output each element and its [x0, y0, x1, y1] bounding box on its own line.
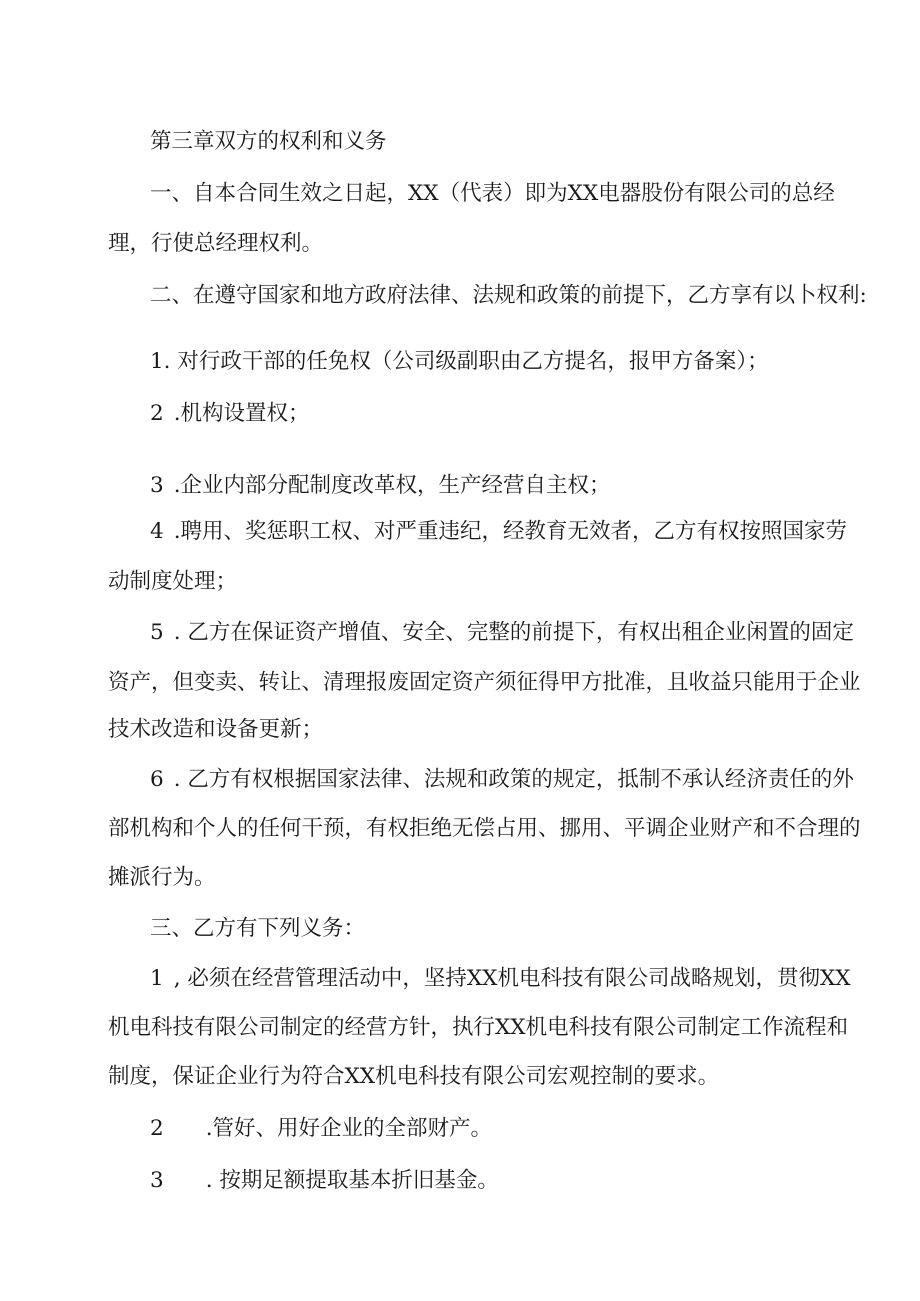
right-item-5-line-2: 资产，但变卖、转让、清理报废固定资产须征得甲方批准，且收益只能用于企业 [108, 670, 861, 695]
right-item-5-number: 5 [150, 620, 164, 645]
right-item-5-text: . 乙方在保证资产增值、安全、完整的前提下，有权出租企业闲置的固定 [173, 620, 854, 645]
right-item-2 [150, 400, 310, 428]
right-item-6-line-3: 摊派行为。 [108, 865, 216, 890]
right-item-4-text: .聘用、奖惩职工权、对严重违纪，经教育无效者，乙方有权按照国家劳 [173, 519, 848, 544]
duty-item-2 [150, 1115, 492, 1143]
duty-item-2-text: .管好、用好企业的全部财产。 [205, 1116, 493, 1141]
right-item-4 [150, 518, 848, 546]
right-item-4-number: 4 [150, 519, 164, 544]
right-item-5-line-3: 技术改造和设备更新； [108, 717, 324, 742]
clause-1-line-1: 一、自本合同生效之日起，XX（代表）即为XX电器股份有限公司的总经 [150, 181, 835, 206]
clause-1-line-2: 理，行使总经理权利。 [108, 231, 324, 256]
right-item-6-number: 6 [150, 767, 164, 792]
right-item-6-line-2: 部机构和个人的任何干预，有权拒绝无偿占用、挪用、平调企业财产和不合理的 [108, 816, 861, 841]
duty-item-3-number: 3 [150, 1168, 164, 1193]
duty-item-2-number: 2 [150, 1116, 164, 1141]
duty-item-1-line-3: 制度，保证企业行为符合XX机电科技有限公司宏观控制的要求。 [108, 1064, 720, 1089]
right-item-2-number: 2 [150, 401, 164, 426]
duty-item-1-line-2: 机电科技有限公司制定的经营方针，执行XX机电科技有限公司制定工作流程和 [108, 1015, 849, 1040]
right-item-3-number: 3 [150, 473, 164, 498]
duty-item-1-number: 1 [150, 966, 164, 991]
duty-item-3-text: . 按期足额提取基本折旧基金。 [205, 1168, 499, 1193]
right-item-4-line-2: 动制度处理； [108, 569, 238, 594]
right-item-3-text: .企业内部分配制度改革权，生产经营自主权； [173, 473, 611, 498]
duty-item-3 [150, 1167, 499, 1195]
right-item-6-text: . 乙方有权根据国家法律、法规和政策的规定，抵制不承认经济责任的外 [173, 767, 854, 792]
clause-2-intro: 二、在遵守国家和地方政府法律、法规和政策的前提下，乙方享有以卜权利: [150, 283, 867, 308]
right-item-3 [150, 472, 611, 500]
right-item-5 [150, 619, 854, 647]
right-item-2-text: .机构设置权； [173, 401, 310, 426]
duty-item-1 [150, 965, 851, 993]
right-item-6 [150, 766, 854, 794]
right-item-1: 1. 对行政干部的任免权（公司级副职由乙方提名，报甲方备案）； [150, 349, 769, 374]
clause-3-intro: 三、乙方有下列义务： [150, 916, 366, 941]
duty-item-1-text: , 必须在经营管理活动中，坚持XX机电科技有限公司战略规划，贯彻XX [173, 966, 851, 991]
chapter-heading: 第三章双方的权利和义务 [150, 129, 387, 154]
